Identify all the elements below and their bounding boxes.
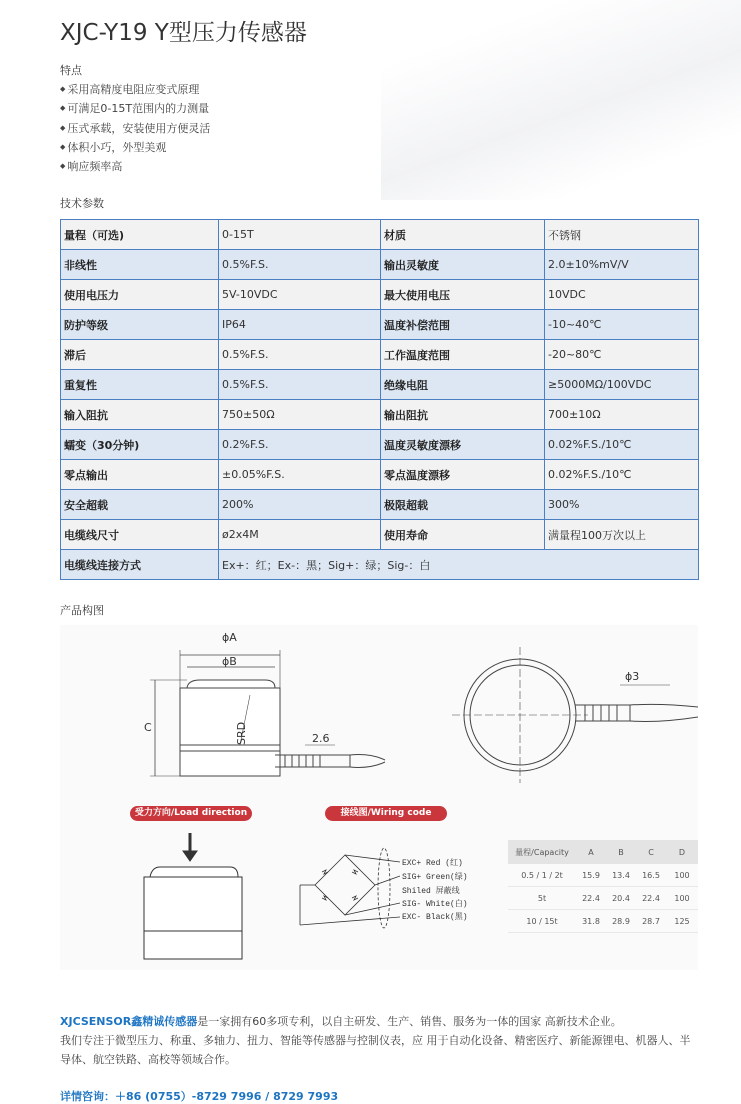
spec-row	[61, 460, 699, 490]
dim-cell: 22.4	[636, 887, 666, 910]
spec-key: 零点输出	[61, 460, 219, 490]
structure-heading: 产品构图	[60, 604, 104, 617]
wiring-code-tag: 接线图/Wiring code	[325, 806, 447, 821]
spec-value: IP64	[219, 310, 381, 340]
dim-phiA-label: ϕA	[222, 631, 237, 644]
dim-cell: 5t	[508, 887, 576, 910]
background-streak	[381, 0, 741, 200]
dim-cell: 100	[666, 864, 698, 887]
spec-key: 使用寿命	[381, 520, 545, 550]
dim-cell: 100	[666, 887, 698, 910]
intro-text-2: 我们专注于微型压力、称重、多轴力、扭力、智能等传感器与控制仪表，应 用于自动化设备、精密医疗、新能源锂电、机器人、半导体、航空铁路、高校等领域合作。	[60, 1034, 691, 1066]
spec-key: 零点温度漂移	[381, 460, 545, 490]
intro-text: 是一家拥有60多项专利，以自主研发、生产、销售、服务为一体的国家 高新技术企业。	[197, 1015, 622, 1028]
spec-value: Ex+：红；Ex-：黑；Sig+：绿；Sig-：白	[219, 550, 699, 580]
dim-header: A	[576, 840, 606, 864]
dim-cell: 16.5	[636, 864, 666, 887]
spec-key: 防护等级	[61, 310, 219, 340]
spec-key: 输入阻抗	[61, 400, 219, 430]
dim-phi3-label: ϕ3	[625, 670, 640, 683]
spec-row	[61, 280, 699, 310]
spec-key: 温度灵敏度漂移	[381, 430, 545, 460]
feature-item: ◆ 采用高精度电阻应变式原理	[60, 80, 210, 99]
spec-key: 重复性	[61, 370, 219, 400]
wiring-line: Shiled 屏蔽线	[402, 887, 460, 896]
spec-key: 量程（可选)	[61, 220, 219, 250]
dim-2-6-label: 2.6	[312, 732, 330, 745]
spec-key: 蠕变（30分钟)	[61, 430, 219, 460]
dim-phiB-label: ϕB	[222, 655, 237, 668]
features-list	[60, 80, 210, 176]
spec-value: 750±50Ω	[219, 400, 381, 430]
spec-value: 0-15T	[219, 220, 381, 250]
spec-value: 满量程100万次以上	[545, 520, 699, 550]
spec-value: 不锈钢	[545, 220, 699, 250]
dim-row	[508, 887, 698, 910]
spec-row	[61, 310, 699, 340]
spec-row	[61, 220, 699, 250]
spec-value: -10~40℃	[545, 310, 699, 340]
spec-value: 0.2%F.S.	[219, 430, 381, 460]
spec-value: 10VDC	[545, 280, 699, 310]
dim-cell: 28.9	[606, 910, 636, 933]
spec-key: 极限超载	[381, 490, 545, 520]
spec-row	[61, 550, 699, 580]
load-direction-tag: 受力方向/Load direction	[130, 806, 252, 821]
spec-key: 最大使用电压	[381, 280, 545, 310]
spec-value: ≥5000MΩ/100VDC	[545, 370, 699, 400]
dim-cell: 31.8	[576, 910, 606, 933]
dimension-table	[508, 840, 698, 933]
spec-key: 滞后	[61, 340, 219, 370]
dim-cell: 20.4	[606, 887, 636, 910]
dim-cell: 125	[666, 910, 698, 933]
specs-heading: 技术参数	[60, 197, 104, 210]
spec-value: -20~80℃	[545, 340, 699, 370]
dim-header: D	[666, 840, 698, 864]
spec-key: 电缆线连接方式	[61, 550, 219, 580]
dim-header: B	[606, 840, 636, 864]
brand-link[interactable]: XJCSENSOR鑫精诚传感器	[60, 1015, 198, 1028]
spec-value: 0.5%F.S.	[219, 370, 381, 400]
dim-cell: 0.5 / 1 / 2t	[508, 864, 576, 887]
dim-header: C	[636, 840, 666, 864]
spec-row	[61, 400, 699, 430]
spec-value: 700±10Ω	[545, 400, 699, 430]
dim-cell: 28.7	[636, 910, 666, 933]
spec-row	[61, 520, 699, 550]
dim-row	[508, 910, 698, 933]
spec-key: 输出阻抗	[381, 400, 545, 430]
page-title: XJC-Y19 Y型压力传感器	[60, 20, 307, 46]
company-intro	[60, 1012, 700, 1069]
spec-value: 0.5%F.S.	[219, 250, 381, 280]
wiring-line: EXC+ Red (红)	[402, 859, 463, 868]
spec-value: ø2x4M	[219, 520, 381, 550]
spec-row	[61, 370, 699, 400]
dim-c-label: C	[144, 721, 152, 734]
dim-cell: 10 / 15t	[508, 910, 576, 933]
spec-value: 2.0±10%mV/V	[545, 250, 699, 280]
spec-value: 0.5%F.S.	[219, 340, 381, 370]
spec-row	[61, 490, 699, 520]
features-heading: 特点	[60, 64, 82, 77]
spec-row	[61, 250, 699, 280]
spec-key: 工作温度范围	[381, 340, 545, 370]
feature-item: ◆ 体积小巧，外型美观	[60, 138, 210, 157]
dim-cell: 13.4	[606, 864, 636, 887]
spec-key: 温度补偿范围	[381, 310, 545, 340]
spec-key: 电缆线尺寸	[61, 520, 219, 550]
spec-value: 300%	[545, 490, 699, 520]
spec-key: 非线性	[61, 250, 219, 280]
dim-header: 量程/Capacity	[508, 840, 576, 864]
wiring-line: EXC- Black(黑)	[402, 913, 468, 922]
contact-line[interactable]: 详情咨询：＋86 (0755）-8729 7996 / 8729 7993	[60, 1090, 339, 1103]
dim-cell: 22.4	[576, 887, 606, 910]
spec-table	[60, 219, 699, 580]
spec-value: 0.02%F.S./10℃	[545, 430, 699, 460]
feature-item: ◆ 响应频率高	[60, 157, 210, 176]
spec-key: 绝缘电阻	[381, 370, 545, 400]
wiring-line: SIG+ Green(绿)	[402, 873, 468, 882]
spec-value: ±0.05%F.S.	[219, 460, 381, 490]
feature-item: ◆ 可满足0-15T范围内的力测量	[60, 99, 210, 118]
spec-key: 使用电压力	[61, 280, 219, 310]
spec-row	[61, 340, 699, 370]
spec-row	[61, 430, 699, 460]
spec-value: 200%	[219, 490, 381, 520]
wiring-line: SIG- White(白)	[402, 900, 468, 909]
spec-key: 安全超载	[61, 490, 219, 520]
spec-key: 材质	[381, 220, 545, 250]
spec-key: 输出灵敏度	[381, 250, 545, 280]
feature-item: ◆ 压式承载，安装使用方便灵活	[60, 119, 210, 138]
spec-value: 5V-10VDC	[219, 280, 381, 310]
dim-cell: 15.9	[576, 864, 606, 887]
dim-srd-label: SRD	[235, 721, 248, 745]
dim-row	[508, 864, 698, 887]
spec-value: 0.02%F.S./10℃	[545, 460, 699, 490]
